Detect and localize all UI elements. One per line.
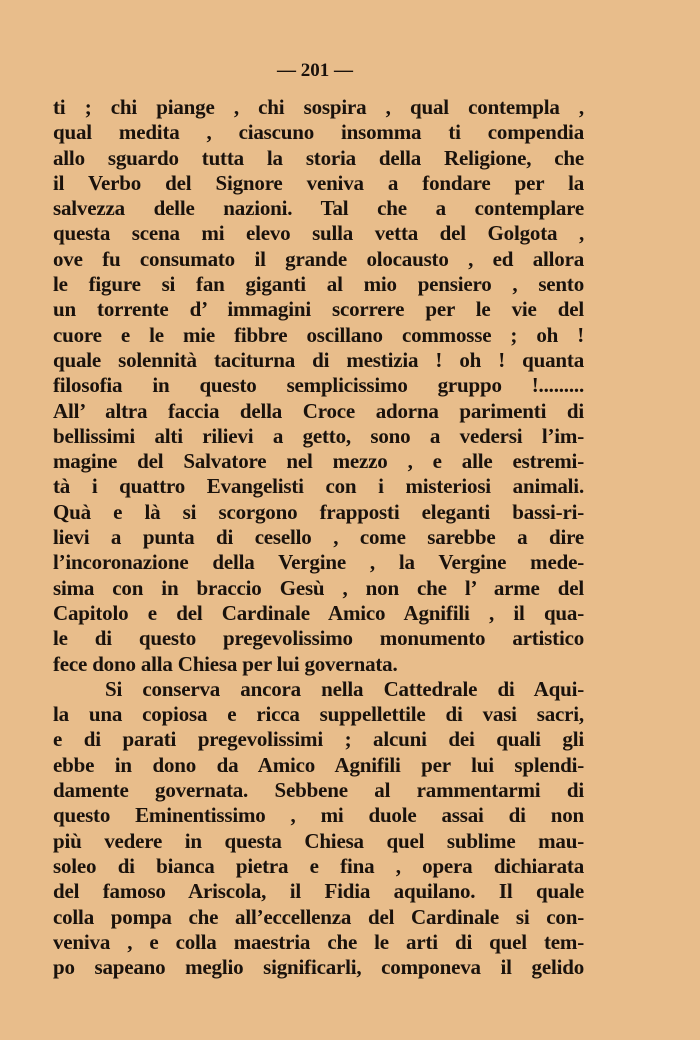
text-line: magine del Salvatore nel mezzo , e alle estremi- (53, 449, 584, 474)
text-line: fece dono alla Chiesa per lui governata. (53, 651, 398, 676)
text-line: soleo di bianca pietra e fina , opera dichiarata (53, 853, 584, 878)
text-line: salvezza delle nazioni. Tal che a contemplare (53, 196, 584, 221)
text-line: damente governata. Sebbene al rammentarmi di (53, 778, 584, 803)
text-line: le di questo pregevolissimo monumento artistico (53, 626, 584, 651)
text-line: ebbe in dono da Amico Agnifili per lui splendi- (53, 752, 584, 777)
text-line: questo Eminentissimo , mi duole assai di non (53, 803, 584, 828)
text-line: colla pompa che all’eccellenza del Cardinale si con- (53, 904, 584, 929)
text-line: il Verbo del Signore veniva a fondare per la (53, 170, 584, 195)
text-line: tà i quattro Evangelisti con i misteriosi animali. (53, 474, 584, 499)
text-line: Capitolo e del Cardinale Amico Agnifili , il qua- (53, 600, 584, 625)
text-line: sima con in braccio Gesù , non che l’ arme del (53, 575, 584, 600)
text-line: filosofia in questo semplicissimo gruppo !......... (53, 373, 584, 398)
page-number: — 201 — (277, 60, 353, 81)
text-line: questa scena mi elevo sulla vetta del Golgota , (53, 221, 584, 246)
text-line: quale solennità taciturna di mestizia ! oh ! quanta (53, 347, 584, 372)
text-line: qual medita , ciascuno insomma ti compendia (53, 120, 584, 145)
text-line: del famoso Ariscola, il Fidia aquilano. Il quale (53, 879, 584, 904)
text-line: ti ; chi piange , chi sospira , qual contempla , (53, 95, 584, 119)
text-line: Si conserva ancora nella Cattedrale di Aqui- (105, 676, 584, 701)
text-line: cuore e le mie fibbre oscillano commosse ; oh ! (53, 322, 584, 347)
text-line: po sapeano meglio significarli, componeva il gelido (53, 955, 584, 980)
text-line: veniva , e colla maestria che le arti di quel tem- (53, 929, 584, 954)
body-text (53, 95, 584, 980)
text-line: bellissimi alti rilievi a getto, sono a vedersi l’im- (53, 423, 584, 448)
text-line: l’incoronazione della Vergine , la Vergine mede- (53, 550, 584, 575)
text-line: un torrente d’ immagini scorrere per le vie del (53, 297, 584, 322)
text-line: ove fu consumato il grande olocausto , ed allora (53, 246, 584, 271)
text-line: All’ altra faccia della Croce adorna parimenti di (53, 398, 584, 423)
text-line: lievi a punta di cesello , come sarebbe a dire (53, 525, 584, 550)
text-line: più vedere in questa Chiesa quel sublime mau- (53, 828, 584, 853)
text-line: la una copiosa e ricca suppellettile di vasi sacri, (53, 702, 584, 727)
text-line: Quà e là si scorgono frapposti eleganti bassi-ri- (53, 499, 584, 524)
text-line: allo sguardo tutta la storia della Religione, che (53, 145, 584, 170)
text-line: le figure si fan giganti al mio pensiero , sento (53, 272, 584, 297)
text-line: e di parati pregevolissimi ; alcuni dei quali gli (53, 727, 584, 752)
